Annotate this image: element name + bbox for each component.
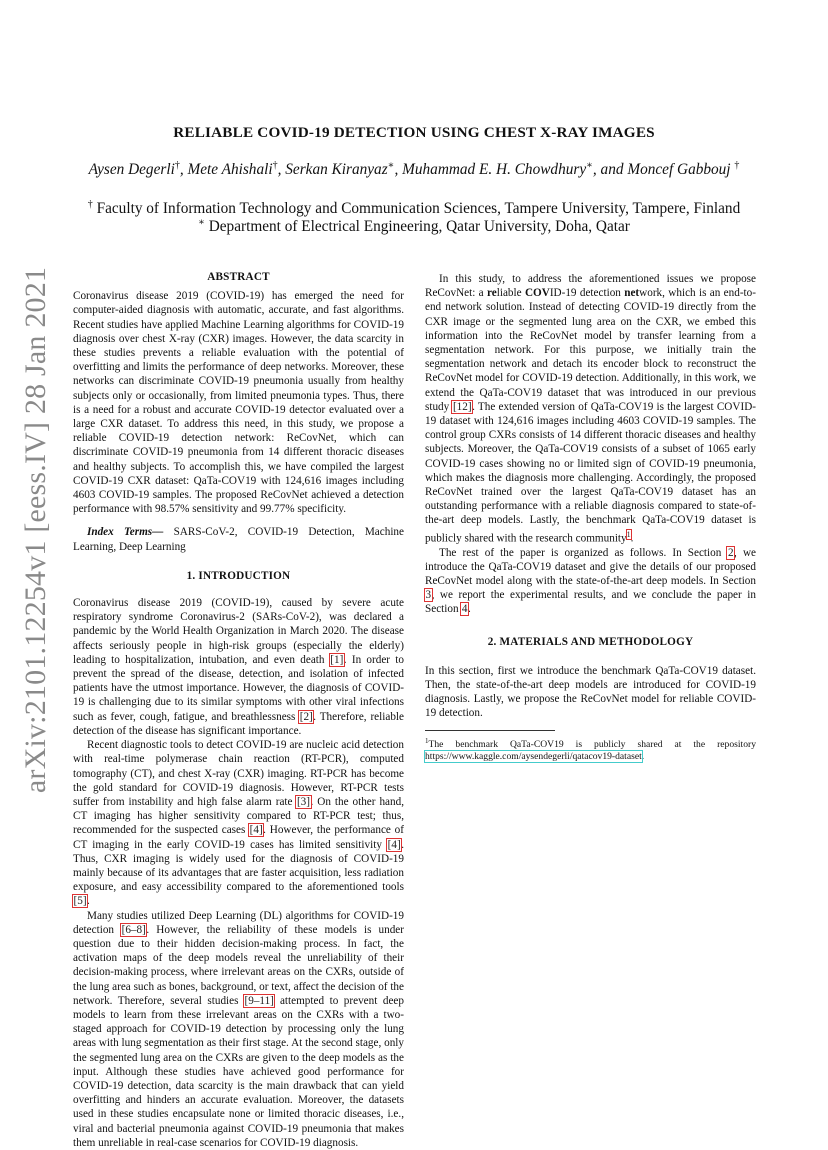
text-run: In this study, to address the aforementioned issues we propose ReCovNet: a: [425, 273, 756, 300]
right-column: [425, 272, 756, 763]
citation-link[interactable]: [9–11]: [244, 994, 274, 1007]
arxiv-stamp: [18, 266, 54, 794]
intro-paragraph-1: [73, 596, 404, 738]
text-run: The rest of the paper is organized as follows. In Section: [439, 546, 728, 559]
affiliation-mark: †: [87, 199, 93, 210]
text-run: .: [87, 895, 90, 908]
intro-paragraph-5: [425, 546, 756, 617]
arxiv-id: arXiv:2101.12254v1 [eess.IV] 28 Jan 2021: [19, 266, 52, 794]
citation-link[interactable]: [4]: [387, 838, 401, 851]
text-run: liable: [496, 287, 525, 300]
text-run: . The extended version of QaTa-COV19 is the largest COVID-19 dataset with 124,616 images including 4603 COVID-19 samples. The control group CXRs consists of 14 different thoracic diseases and healthy subjects. Moreover, the QaTa-COV19 consists of a subset of 1065 early COVID-19 cases showing no or limited sign of COVID-19 pneumonia, which makes the diagnosis more challenging. Accordingly, the proposed ReCovNet trained over the largest QaTa-COV19 dataset has an outstanding performance with a reliable diagnosis compared to state-of-the-art deep models. Lastly, the benchmark QaTa-COV19 dataset is publicly shared with the research community: [425, 400, 756, 545]
author-mark: †: [272, 160, 278, 171]
text-run: . Thus, CXR imaging is widely used for the diagnosis of COVID-19 mainly because of its advantages that are faster acquisition, less radiation exposure, and easy accessibility compared to the aforementioned tools: [73, 838, 404, 894]
footnote-text: The benchmark QaTa-COV19 is publicly shared at the repository: [428, 738, 756, 750]
intro-paragraph-4: [425, 272, 756, 546]
footnote-number: 1: [425, 736, 429, 745]
index-terms: [73, 525, 404, 553]
citation-link[interactable]: [4]: [249, 824, 263, 837]
affiliation-text: Department of Electrical Engineering, Qatar University, Doha, Qatar: [208, 218, 630, 236]
footnote-divider: [425, 730, 555, 731]
text-run: Coronavirus disease 2019 (COVID-19), caused by severe acute respiratory syndrome Coronavirus-2 (SARs-CoV-2), was declared a pandemic by the World Health Organization in March 2020. The disease affects seriously people in high-risk groups (especially the elderly) leading to hospitalization, intubation, and even death: [73, 597, 404, 666]
text-run: . In order to prevent the spread of the disease, detection, and isolation of infected patients have the utmost importance. However, the diagnosis of COVID-19 is challenging due to its similar symptoms with other viral infections such as fever, cough, fatigue, and breathlessness: [73, 653, 404, 723]
intro-paragraph-3: [73, 909, 404, 1150]
text-run: attempted to prevent deep models to learn from these irrelevant areas on the CXRs with a two-staged approach for COVID-19 detection by processing only the lung areas with lung segmentation as their first stage. At the second stage, only the segmented lung area on the CXRs are given to the deep models as the input. Although these studies have achieved good performance for COVID-19 detection, data scarcity is the main drawback that can yield overfitting and hinders an accurate evaluation. Moreover, the datasets used in these studies encapsulate none or limited thoracic diseases, i.e., viral and bacterial pneumonia against COVID-19 pneumonia that makes them unreliable in real-case scenarios for COVID-19 diagnosis.: [73, 994, 404, 1149]
text-run: , we report the experimental results, and we conclude the paper in Section: [425, 589, 756, 616]
left-column: [73, 270, 404, 1150]
citation-link[interactable]: [6–8]: [121, 923, 146, 936]
author-name: Muhammad E. H. Chowdhury: [402, 161, 587, 179]
abstract-heading: ABSTRACT: [207, 271, 270, 283]
author-mark: ∗: [586, 160, 593, 171]
citation-link[interactable]: [1]: [330, 653, 344, 666]
footnote: [425, 735, 756, 763]
citation-link[interactable]: [3]: [296, 795, 310, 808]
text-run: . On the other hand, CT imaging has higher sensitivity compared to RT-PCR test; thus, recommended for the suspected cases: [73, 795, 405, 837]
abstract-text: Coronavirus disease 2019 (COVID-19) has emerged the need for computer-aided diagnosis with automatic, accurate, and fast algorithms. Recent studies have applied Machine Learning algorithms for COVID-19 diagnosis over chest X-ray (CXR) images. However, the data scarcity in these studies prevents a reliable evaluation with the potential of overfitting and limits the performance of deep networks. Moreover, these networks can discriminate COVID-19 pneumonia usually from healthy subjects only or occasionally, from limited pneumonia types. Thus, there is a need for a robust and accurate COVID-19 detector evaluated over a large CXR dataset. To address this need, in this study, we propose a reliable COVID-19 detection network: ReCovNet, which can discriminate COVID-19 pneumonia from 14 different thoracic diseases and healthy subjects. To accomplish this, we have compiled the largest COVID-19 CXR dataset: QaTa-COV19 with 124,616 images including 4603 COVID-19 samples. The proposed ReCovNet achieved a detection performance with 98.57% sensitivity and 99.77% specificity.: [73, 290, 404, 516]
affiliation-text: Faculty of Information Technology and Communication Sciences, Tampere University, Tampere, Finland: [96, 200, 741, 218]
affiliation-mark: ∗: [198, 217, 205, 228]
citation-link[interactable]: [2]: [299, 710, 313, 723]
text-run: . Therefore, reliable detection of the disease has significant importance.: [73, 710, 404, 737]
author-mark: †: [734, 160, 740, 171]
section-link[interactable]: 3: [425, 589, 432, 602]
paper-title: RELIABLE COVID-19 DETECTION USING CHEST X-RAY IMAGES: [173, 124, 655, 141]
author-mark: †: [174, 160, 180, 171]
index-terms-label: Index Terms—: [87, 526, 164, 539]
bold-run: COV: [524, 287, 550, 300]
text-run: Many studies utilized Deep Learning (DL) algorithms for COVID-19 detection: [73, 909, 404, 936]
intro-heading: 1. INTRODUCTION: [186, 569, 291, 582]
section-link[interactable]: 2: [727, 546, 734, 559]
text-run: .: [467, 603, 471, 616]
text-run: Recent diagnostic tools to detect COVID-19 are nucleic acid detection with real-time polymerase chain reaction (RT-PCR), computed tomography (CT), and chest X-ray (CXR) imaging. RT-PCR has become the gold standard for COVID-19 diagnosis. However, RT-PCR tests suffer from instability and high false alarm rate: [73, 739, 404, 808]
footnote-link[interactable]: 1: [626, 529, 631, 539]
author-mark: ∗: [387, 160, 395, 171]
text-run: . However, the reliability of these models is under question due to their hidden decision-making process. In fact, the activation maps of the deep models reveal the unreliability of their decision-making process, where irrelevant areas on the CXRs, outside of the lung area such as bones, background, or text, affect the decision of the network. Therefore, several studies: [73, 923, 404, 1007]
author-name: Moncef Gabbouj: [627, 161, 731, 179]
citation-link[interactable]: [5]: [73, 895, 87, 908]
text-run: , we introduce the QaTa-COV19 dataset and give the details of our proposed ReCovNet model along with the state-of-the-art deep models. In Section: [425, 546, 756, 587]
text-run: .: [641, 750, 645, 762]
citation-link[interactable]: [12]: [452, 400, 472, 413]
author-list: Aysen Degerli†, Mete Ahishali†, Serkan Kiranyaz∗, Muhammad E. H. Chowdhury∗, and Moncef Gabbouj †: [88, 160, 740, 179]
intro-paragraph-2: [73, 738, 404, 908]
affiliation-2: [0, 217, 828, 236]
text-run: . However, the performance of CT imaging in the early COVID-19 cases has limited sensitivity: [73, 824, 404, 851]
bold-run: re: [487, 287, 497, 300]
author-name: Aysen Degerli: [88, 161, 175, 179]
section-link[interactable]: 4: [461, 603, 468, 616]
bold-run: net: [624, 287, 640, 300]
index-terms-text: SARS-CoV-2, COVID-19 Detection, Machine Learning, Deep Learning: [73, 526, 404, 553]
author-name: Mete Ahishali: [187, 161, 273, 179]
text-run: work, which is an end-to-end network solution. Instead of detecting COVID-19 directly from the CXR image or the segmented lung area on the CXR, we embed this information into the ReCovNet model by transfer learning from a segmentation network. For this purpose, we initially train the segmentation network and detach its encoder block to reconstruct the ReCovNet model for COVID-19 detection. Additionally, in this work, we extend the QaTa-COV19 dataset that was introduced in our previous study: [425, 287, 756, 413]
text-run: .: [630, 532, 634, 545]
dataset-url-link[interactable]: https://www.kaggle.com/aysendegerli/qatacov19-dataset: [425, 750, 642, 762]
methods-heading: 2. MATERIALS AND METHODOLOGY: [487, 635, 694, 648]
text-run: ID-19 detection: [549, 287, 625, 300]
affiliation-1: [0, 199, 828, 218]
author-name: Serkan Kiranyaz: [285, 161, 388, 179]
methods-paragraph-1: In this section, first we introduce the benchmark QaTa-COV19 dataset. Then, the state-of-the-art deep models are introduced for COVID-19 diagnosis. Lastly, we propose the ReCovNet model for reliable COVID-19 detection.: [425, 664, 756, 720]
